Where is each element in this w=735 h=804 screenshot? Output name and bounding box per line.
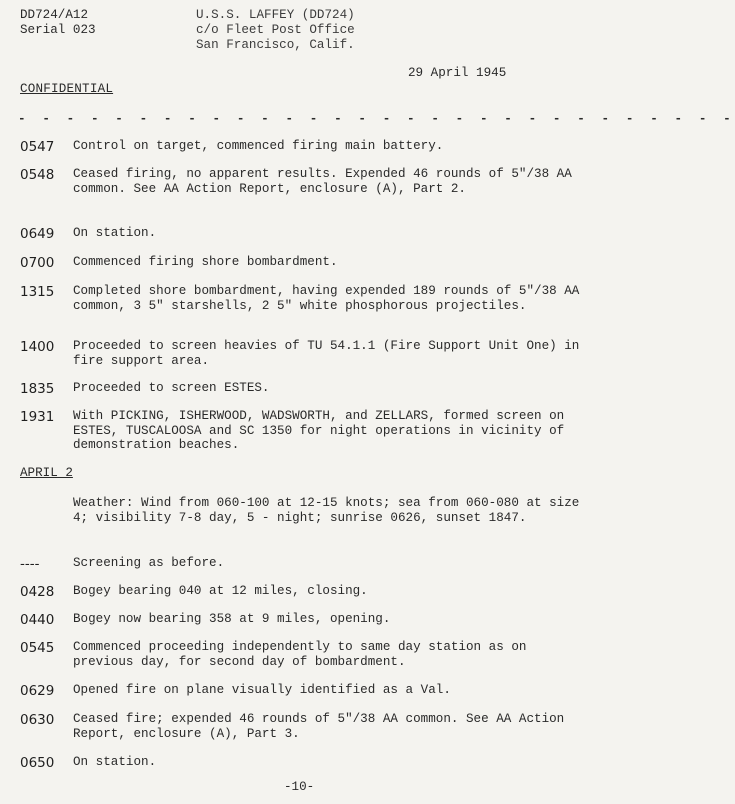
city: San Francisco, Calif. (196, 38, 355, 52)
entry-text: Control on target, commenced firing main battery. (73, 139, 444, 153)
entry-text: With PICKING, ISHERWOOD, WADSWORTH, and ZELLARS, formed screen on ESTES, TUSCALOOSA and SC 1350 for night operations in vicinity of demonstration beaches. (73, 409, 565, 453)
entry-text: Commenced proceeding independently to same day station as on previous day, for second day of bombardment. (73, 640, 527, 669)
entry-text: Screening as before. (73, 556, 225, 570)
entry-text: On station. (73, 226, 157, 240)
classification-label: CONFIDENTIAL (20, 82, 114, 96)
entry-time: 1835 (20, 381, 55, 397)
entry-time: 1400 (20, 339, 55, 355)
entry-time: 0650 (20, 755, 55, 771)
document-date: 29 April 1945 (408, 66, 507, 80)
header-address (196, 8, 355, 53)
entry-text: On station. (73, 755, 157, 769)
entry-time: 0629 (20, 683, 55, 699)
entry-time: 0548 (20, 167, 55, 183)
entry-text: Commenced firing shore bombardment. (73, 255, 338, 269)
page-number: -10- (284, 780, 315, 794)
entry-time: 1315 (20, 284, 55, 300)
ship-name: U.S.S. LAFFEY (DD724) (196, 8, 355, 22)
serial-number: Serial 023 (20, 23, 96, 37)
entry-time: 0630 (20, 712, 55, 728)
entry-text: Ceased fire; expended 46 rounds of 5"/38 AA common. See AA Action Report, enclosure (A), Part 3. (73, 712, 565, 741)
separator-line: - - - - - - - - - - - - - - - - - - - - - - - - - - - - - - (18, 112, 735, 126)
post-office: c/o Fleet Post Office (196, 23, 355, 37)
entry-text: Ceased firing, no apparent results. Expended 46 rounds of 5"/38 AA common. See AA Action Report, enclosure (A), Part 2. (73, 167, 572, 196)
entry-text: Proceeded to screen ESTES. (73, 381, 270, 395)
header-left (20, 8, 96, 38)
entry-time: 0428 (20, 584, 55, 600)
entry-time: 0649 (20, 226, 55, 242)
file-reference: DD724/A12 (20, 8, 89, 22)
weather-paragraph: Weather: Wind from 060-100 at 12-15 knots; sea from 060-080 at size 4; visibility 7-8 day, 5 - night; sunrise 0626, sunset 1847. (73, 496, 580, 525)
entry-text: Bogey bearing 040 at 12 miles, closing. (73, 584, 368, 598)
entry-time: 0545 (20, 640, 55, 656)
section-heading: APRIL 2 (20, 466, 73, 480)
entry-time: ---- (20, 556, 40, 572)
entry-text: Proceeded to screen heavies of TU 54.1.1 (Fire Support Unit One) in fire support area. (73, 339, 580, 368)
entry-time: 0440 (20, 612, 55, 628)
entry-time: 0547 (20, 139, 55, 155)
entry-text: Bogey now bearing 358 at 9 miles, opening. (73, 612, 391, 626)
entry-time: 1931 (20, 409, 55, 425)
entry-text: Completed shore bombardment, having expended 189 rounds of 5"/38 AA common, 3 5" starshells, 2 5" white phosphorous projectiles. (73, 284, 580, 313)
entry-time: 0700 (20, 255, 55, 271)
entry-text: Opened fire on plane visually identified as a Val. (73, 683, 451, 697)
